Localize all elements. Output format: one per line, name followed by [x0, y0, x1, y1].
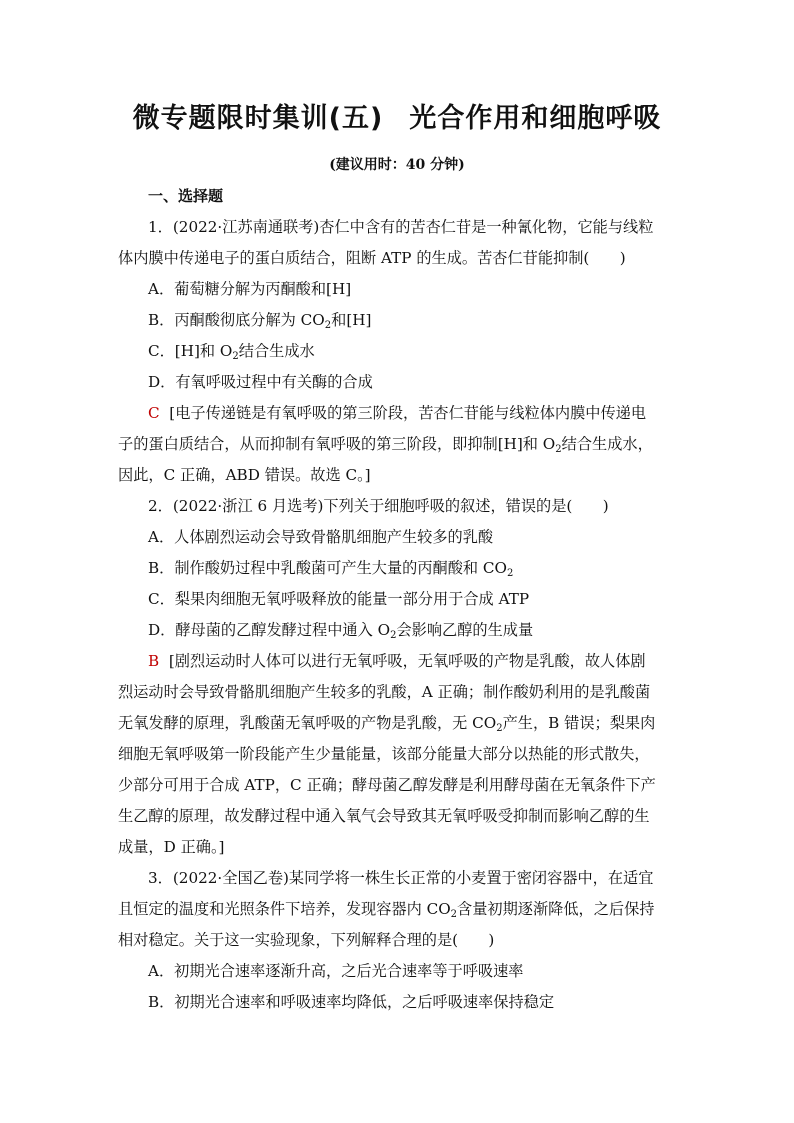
q2-option-d: D．酵母菌的乙醇发酵过程中通入 $O_2$会影响乙醇的生成量	[148, 621, 534, 641]
q3-option-a: A．初期光合速率逐渐升高，之后光合速率等于呼吸速率	[148, 962, 524, 980]
q1-answer-line1: C [电子传递链是有氧呼吸的第三阶段，苦杏仁苷能与线粒体内膜中传递电	[148, 404, 647, 422]
page-title	[0, 96, 794, 135]
q1-answer-letter: C	[148, 404, 160, 422]
q2-answer-line3: 无氧发酵的原理，乳酸菌无氧呼吸的产物是乳酸，无 $CO_2$产生，B 错误；梨果肉	[118, 714, 656, 734]
title-topic: 光合作用和细胞呼吸	[409, 103, 662, 134]
q1-option-c: C．[H]和 $O_2$结合生成水	[148, 342, 315, 362]
q1-option-d: D．有氧呼吸过程中有关酶的合成	[148, 373, 373, 391]
q2-answer-line5: 少部分可用于合成 ATP，C 正确；酵母菌乙醇发酵是利用酵母菌在无氧条件下产	[118, 776, 656, 794]
q1-option-a: A．葡萄糖分解为丙酮酸和[H]	[148, 280, 352, 298]
q2-answer-line7: 成量，D 正确。]	[118, 838, 225, 856]
q2-option-a: A．人体剧烈运动会导致骨骼肌细胞产生较多的乳酸	[148, 528, 494, 546]
q2-option-c: C．梨果肉细胞无氧呼吸释放的能量一部分用于合成 ATP	[148, 590, 530, 608]
q3-stem-line1: 3．(2022·全国乙卷)某同学将一株生长正常的小麦置于密闭容器中，在适宜	[148, 869, 654, 887]
q3-stem-line2: 且恒定的温度和光照条件下培养，发现容器内 $CO_2$含量初期逐渐降低，之后保持	[118, 900, 655, 920]
q1-answer-line2: 子的蛋白质结合，从而抑制有氧呼吸的第三阶段，即抑制[H]和 $O_2$结合生成水，	[118, 435, 653, 455]
q2-answer-line2: 烈运动时会导致骨骼肌细胞产生较多的乳酸，A 正确；制作酸奶利用的是乳酸菌	[118, 683, 651, 701]
q1-stem-line2: 体内膜中传递电子的蛋白质结合，阻断 ATP 的生成。苦杏仁苷能抑制( )	[118, 249, 626, 267]
q2-answer-letter: B	[148, 652, 160, 670]
q3-option-b: B．初期光合速率和呼吸速率均降低，之后呼吸速率保持稳定	[148, 993, 555, 1011]
q2-answer-line4: 细胞无氧呼吸第一阶段能产生少量能量，该部分能量大部分以热能的形式散失，	[118, 745, 650, 763]
q2-stem-line1: 2．(2022·浙江 6 月选考)下列关于细胞呼吸的叙述，错误的是( )	[148, 497, 609, 515]
section-heading: 一、选择题	[148, 187, 224, 205]
suggested-time: (建议用时：40 分钟)	[329, 157, 465, 173]
q3-stem-line3: 相对稳定。关于这一实验现象，下列解释合理的是( )	[118, 931, 495, 949]
q2-answer-line1: B [剧烈运动时人体可以进行无氧呼吸，无氧呼吸的产物是乳酸，故人体剧	[148, 652, 646, 670]
title-main: 微专题限时集训(五)	[132, 103, 384, 134]
q1-stem-line1: 1．(2022·江苏南通联考)杏仁中含有的苦杏仁苷是一种氰化物，它能与线粒	[148, 218, 654, 236]
q1-answer-line3: 因此，C 正确，ABD 错误。故选 C。]	[118, 466, 371, 484]
q1-option-b: B．丙酮酸彻底分解为 $CO_2$和[H]	[148, 311, 372, 331]
q2-option-b: B．制作酸奶过程中乳酸菌可产生大量的丙酮酸和 $CO_2$	[148, 559, 514, 579]
q2-answer-line6: 生乙醇的原理，故发酵过程中通入氧气会导致其无氧呼吸受抑制而影响乙醇的生	[118, 807, 650, 825]
